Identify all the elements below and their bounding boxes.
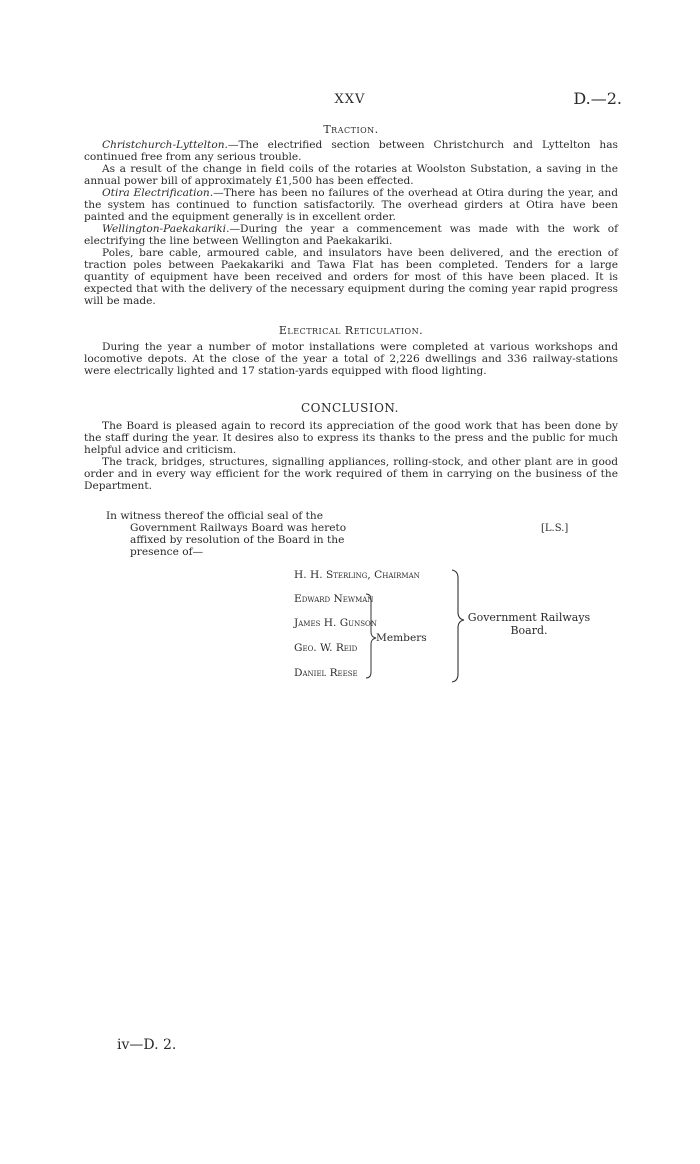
traction-paragraph-2: As a result of the change in field coils of the rotaries at Woolston Substation, a saving in the annual power bill of approximately £1,500 has been effected. xyxy=(84,163,618,187)
witness-line-1: In witness thereof the official seal of the xyxy=(106,510,323,522)
signatory-chairman: H. H. Sterling, Chairman xyxy=(294,569,420,581)
traction-paragraph-3 xyxy=(84,187,618,223)
witness-line-4: presence of— xyxy=(130,546,204,558)
wellington-paekakariki-lead: Wellington-Paekakariki. xyxy=(102,223,230,235)
reticulation-heading: Electrical Reticulation. xyxy=(278,324,424,337)
signatory-member-2: James H. Gunson xyxy=(294,617,377,629)
printer-signature-mark: iv—D. 2. xyxy=(117,1037,177,1053)
signatory-member-1: Edward Newman xyxy=(294,593,374,605)
conclusion-paragraph-2: The track, bridges, structures, signalling appliances, rolling-stock, and other plant are in good order and in every way efficient for the work required of them in carrying on the business of the Department. xyxy=(84,456,618,492)
conclusion-heading: CONCLUSION. xyxy=(301,401,399,415)
paragraph-text: —There has been no failures of the overhead at Otira during the year, and the system has continued to function satisfactorily. The overhead girders at Otira have been painted and the equipment generally is in excellent order. xyxy=(84,187,619,223)
christchurch-lyttelton-lead: Christchurch-Lyttelton. xyxy=(102,139,228,151)
traction-paragraph-4 xyxy=(84,223,618,247)
seal-mark: [L.S.] xyxy=(541,523,569,534)
traction-section xyxy=(84,124,618,307)
document-reference: D.—2. xyxy=(573,89,622,108)
board-label xyxy=(464,611,594,637)
witness-clause xyxy=(106,510,356,558)
traction-heading: Traction. xyxy=(323,123,379,136)
page-numeral: XXV xyxy=(334,92,366,107)
reticulation-section xyxy=(84,325,618,377)
members-brace xyxy=(366,594,376,678)
traction-paragraph-1 xyxy=(84,139,618,163)
board-brace xyxy=(452,570,464,682)
witness-line-3: affixed by resolution of the Board in the xyxy=(130,534,345,546)
traction-paragraph-5: Poles, bare cable, armoured cable, and insulators have been delivered, and the erection of traction poles between Paekakariki and Tawa Flat has been completed. Tenders for a large quantity of equipment have been received and orders for most of this have been placed. It is expected that with the delivery of the necessary equipment during the coming year rapid progress will be made. xyxy=(84,247,618,307)
paragraph-text: —During the year a commencement was made with the work of electrifying the line between Wellington and Paekakariki. xyxy=(84,223,618,247)
paragraph-text: —The electrified section between Christchurch and Lyttelton has continued free from any serious trouble. xyxy=(84,139,618,163)
board-label-line-1: Government Railways xyxy=(467,611,591,624)
conclusion-paragraph-1: The Board is pleased again to record its appreciation of the good work that has been done by the staff during the year. It desires also to express its thanks to the press and the public for much helpful advice and criticism. xyxy=(84,420,618,456)
conclusion-section xyxy=(84,420,618,492)
board-label-line-2: Board. xyxy=(510,624,548,637)
signatory-member-3: Geo. W. Reid xyxy=(294,642,358,654)
otira-electrification-lead: Otira Electrification. xyxy=(102,187,214,199)
members-label: Members xyxy=(376,632,427,644)
witness-line-2: Government Railways Board was hereto xyxy=(130,522,347,534)
signatory-member-4: Daniel Reese xyxy=(294,667,358,679)
reticulation-paragraph-1: During the year a number of motor installations were completed at various workshops and locomotive depots. At the close of the year a total of 2,226 dwellings and 336 railway-stations were electrically lighted and 17 station-yards equipped with flood lighting. xyxy=(84,341,618,377)
